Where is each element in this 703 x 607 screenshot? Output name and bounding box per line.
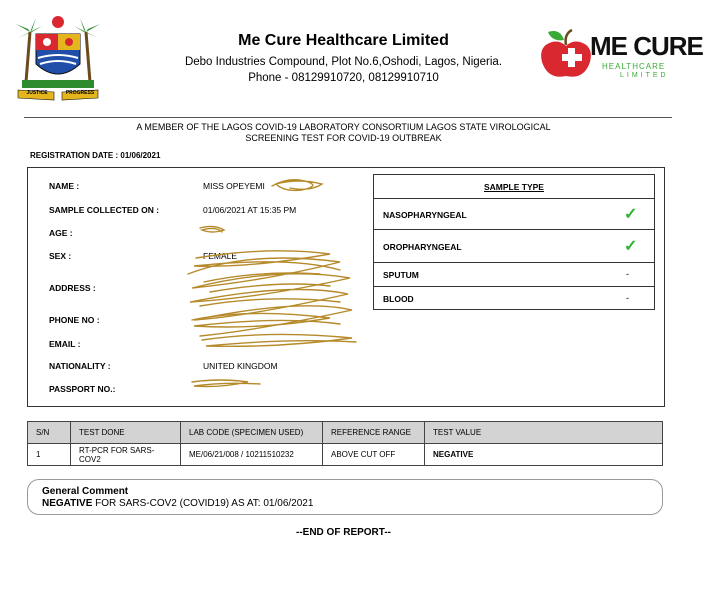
logo-sub-text: HEALTHCARE bbox=[602, 62, 666, 71]
sample-name: SPUTUM bbox=[383, 270, 419, 280]
sample-collected-label: SAMPLE COLLECTED ON : bbox=[49, 205, 160, 215]
address-label: ADDRESS : bbox=[49, 283, 96, 293]
comment-result: NEGATIVE bbox=[42, 498, 93, 509]
me-cure-logo bbox=[538, 26, 703, 84]
results-table bbox=[27, 421, 663, 466]
sample-row-blood bbox=[374, 287, 654, 311]
sex-label: SEX : bbox=[49, 251, 72, 261]
sample-row-nasopharyngeal bbox=[374, 199, 654, 230]
registration-date: REGISTRATION DATE : 01/06/2021 bbox=[30, 151, 161, 160]
sample-row-oropharyngeal bbox=[374, 230, 654, 263]
general-comment-box bbox=[27, 479, 663, 515]
cell-test-value: NEGATIVE bbox=[425, 444, 663, 466]
redaction-scribble bbox=[180, 170, 370, 400]
consortium-statement bbox=[0, 122, 687, 144]
consortium-line-2: SCREENING TEST FOR COVID-19 OUTBREAK bbox=[245, 133, 442, 143]
cell-reference-range: ABOVE CUT OFF bbox=[323, 444, 425, 466]
name-label: NAME : bbox=[49, 181, 80, 191]
col-lab-code: LAB CODE (SPECIMEN USED) bbox=[181, 422, 323, 444]
company-phone: Phone - 08129910720, 08129910710 bbox=[248, 72, 439, 84]
company-address: Debo Industries Compound, Plot No.6,Oshodi, Lagos, Nigeria. bbox=[184, 56, 503, 68]
cell-sn: 1 bbox=[28, 444, 71, 466]
cell-lab-code: ME/06/21/008 / 10211510232 bbox=[181, 444, 323, 466]
age-label: AGE : bbox=[49, 228, 73, 238]
logo-main-text: ME CURE bbox=[590, 31, 703, 61]
sample-type-box bbox=[373, 174, 655, 310]
comment-detail: FOR SARS-COV2 (COVID19) AS AT: 01/06/2021 bbox=[92, 498, 314, 509]
logo-sub2-text: LIMITED bbox=[620, 72, 669, 79]
header-divider bbox=[24, 117, 672, 118]
sample-name: BLOOD bbox=[383, 294, 414, 304]
sample-type-title: SAMPLE TYPE bbox=[374, 175, 654, 199]
comment-title: General Comment bbox=[42, 486, 129, 497]
seal-motto-progress: PROGRESS bbox=[65, 90, 95, 96]
col-sn: S/N bbox=[28, 422, 71, 444]
consortium-line-1: A MEMBER OF THE LAGOS COVID-19 LABORATORY CONSORTIUM LAGOS STATE VIROLOGICAL bbox=[136, 122, 551, 132]
sample-name: NASOPHARYNGEAL bbox=[383, 210, 467, 220]
name-value: MISS OPEYEMI bbox=[203, 181, 265, 191]
table-row bbox=[28, 444, 663, 466]
cell-test-done: RT-PCR FOR SARS-COV2 bbox=[71, 444, 181, 466]
col-reference-range: REFERENCE RANGE bbox=[323, 422, 425, 444]
col-test-value: TEST VALUE bbox=[425, 422, 663, 444]
sample-mark: - bbox=[626, 269, 629, 279]
sex-value: FEMALE bbox=[203, 251, 238, 261]
passport-label: PASSPORT NO.: bbox=[49, 384, 116, 394]
sample-row-sputum bbox=[374, 263, 654, 287]
company-name: Me Cure Healthcare Limited bbox=[238, 32, 449, 49]
check-icon: ✓ bbox=[624, 238, 638, 255]
sample-collected-value: 01/06/2021 AT 15:35 PM bbox=[203, 205, 297, 215]
seal-motto-justice: JUSTICE bbox=[26, 90, 48, 96]
check-icon: ✓ bbox=[624, 206, 638, 223]
comment-text bbox=[42, 498, 313, 509]
nationality-label: NATIONALITY : bbox=[49, 361, 111, 371]
phone-label: PHONE NO : bbox=[49, 315, 100, 325]
end-of-report: --END OF REPORT-- bbox=[296, 527, 391, 538]
nationality-value: UNITED KINGDOM bbox=[203, 361, 278, 371]
col-test-done: TEST DONE bbox=[71, 422, 181, 444]
sample-name: OROPHARYNGEAL bbox=[383, 242, 462, 252]
email-label: EMAIL : bbox=[49, 339, 81, 349]
sample-mark: - bbox=[626, 293, 629, 303]
results-header-row bbox=[28, 422, 663, 444]
